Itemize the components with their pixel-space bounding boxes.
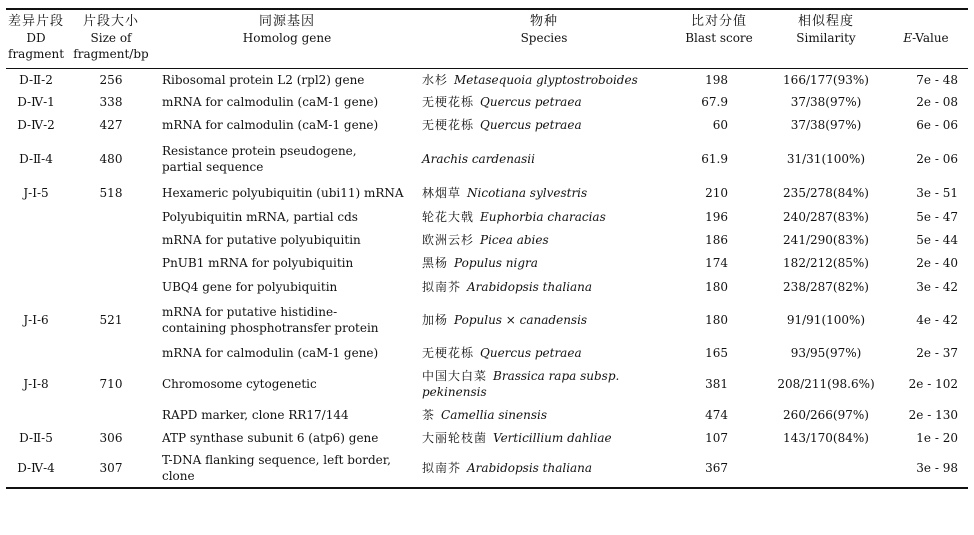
cell-species: Arachis cardenasii xyxy=(422,151,535,166)
cell-gene: mRNA for calmodulin (caM-1 gene) xyxy=(162,95,379,109)
cell-score: 180 xyxy=(705,312,728,327)
header-similarity: 相似程度 Similarity xyxy=(768,9,884,69)
table-row xyxy=(6,403,968,427)
cell-fragment: J-I-6 xyxy=(23,312,49,327)
cell-similarity: 93/95(97%) xyxy=(790,345,862,360)
cell-fragment: D-Ⅱ-5 xyxy=(19,431,53,445)
cell-gene: PnUB1 mRNA for polyubiquitin xyxy=(162,256,354,270)
cell-size xyxy=(66,252,156,275)
cell-species: 拟南芥 Arabidopsis thaliana xyxy=(422,279,593,294)
table-row xyxy=(6,229,968,252)
cell-size xyxy=(66,205,156,229)
cell-score: 180 xyxy=(705,279,728,294)
cell-size: 338 xyxy=(99,95,123,109)
cell-similarity: 37/38(97%) xyxy=(790,95,862,109)
cell-score: 60 xyxy=(712,118,728,132)
cell-species: 加杨 Populus × canadensis xyxy=(422,312,588,327)
header-species: 物种 Species xyxy=(418,9,670,69)
cell-score: 165 xyxy=(705,345,728,360)
cell-similarity: 143/170(84%) xyxy=(783,431,869,445)
cell-fragment: D-Ⅳ-1 xyxy=(17,95,55,109)
table-row xyxy=(6,137,968,181)
cell-evalue: 3e - 98 xyxy=(884,450,968,488)
table-body xyxy=(6,69,968,488)
cell-score: 107 xyxy=(705,431,728,445)
cell-gene: RAPD marker, clone RR17/144 xyxy=(162,407,349,422)
cell-similarity: 208/211(98.6%) xyxy=(777,376,875,391)
table-row xyxy=(6,365,968,403)
cell-size: 306 xyxy=(99,431,123,445)
header-row xyxy=(6,9,968,69)
cell-similarity: 240/287(83%) xyxy=(783,209,869,224)
cell-evalue: 2e - 08 xyxy=(916,95,958,109)
cell-evalue: 2e - 06 xyxy=(916,151,958,166)
cell-fragment xyxy=(6,252,66,275)
table-row xyxy=(6,341,968,365)
cell-size: 307 xyxy=(66,450,156,488)
cell-gene: mRNA for calmodulin (caM-1 gene) xyxy=(162,118,379,132)
cell-species: 无梗花栎 Quercus petraea xyxy=(422,345,582,360)
cell-fragment: D-Ⅳ-4 xyxy=(6,450,66,488)
cell-gene: T-DNA flanking sequence, left border, clone xyxy=(156,450,418,488)
cell-score: 67.9 xyxy=(701,95,728,109)
cell-evalue: 4e - 42 xyxy=(916,312,958,327)
cell-gene: mRNA for calmodulin (caM-1 gene) xyxy=(162,345,379,360)
cell-size xyxy=(66,403,156,427)
cell-evalue: 5e - 47 xyxy=(916,209,958,224)
cell-fragment xyxy=(6,341,66,365)
cell-similarity: 31/31(100%) xyxy=(786,151,866,166)
cell-score: 186 xyxy=(705,233,728,247)
cell-size: 521 xyxy=(99,312,123,327)
cell-size xyxy=(66,341,156,365)
header-score: 比对分值 Blast score xyxy=(670,9,768,69)
cell-size: 427 xyxy=(99,118,123,132)
cell-species: 无梗花栎 Quercus petraea xyxy=(422,95,582,109)
cell-similarity: 235/278(84%) xyxy=(783,185,869,200)
cell-species: 大丽轮枝菌 Verticillium dahliae xyxy=(422,431,612,445)
cell-fragment xyxy=(6,205,66,229)
cell-gene: Ribosomal protein L2 (rpl2) gene xyxy=(162,72,365,87)
cell-size xyxy=(66,229,156,252)
cell-species: 林烟草 Nicotiana sylvestris xyxy=(422,185,588,200)
header-size: 片段大小 Size of fragment/bp xyxy=(66,9,156,69)
cell-evalue: 5e - 44 xyxy=(916,233,958,247)
cell-similarity: 166/177(93%) xyxy=(783,72,869,87)
cell-gene: Resistance protein pseudogene, partial sequence xyxy=(162,143,357,174)
cell-evalue: 6e - 06 xyxy=(916,118,958,132)
cell-size: 480 xyxy=(99,151,123,166)
cell-score: 210 xyxy=(705,185,728,200)
cell-evalue: 3e - 42 xyxy=(916,279,958,294)
cell-fragment xyxy=(6,229,66,252)
cell-similarity xyxy=(768,450,884,488)
table-row xyxy=(6,252,968,275)
cell-evalue: 2e - 130 xyxy=(908,407,958,422)
cell-score: 174 xyxy=(705,256,728,270)
cell-evalue: 7e - 48 xyxy=(916,72,958,87)
cell-fragment: D-Ⅱ-4 xyxy=(19,151,53,166)
cell-score: 474 xyxy=(705,407,728,422)
cell-similarity: 182/212(85%) xyxy=(783,256,869,270)
cell-gene: Hexameric polyubiquitin (ubi11) mRNA xyxy=(162,185,404,200)
cell-score: 367 xyxy=(670,450,768,488)
cell-evalue: 1e - 20 xyxy=(916,431,958,445)
cell-similarity: 37/38(97%) xyxy=(790,118,862,132)
cell-fragment: D-Ⅱ-2 xyxy=(19,72,53,87)
cell-gene: Chromosome cytogenetic xyxy=(162,376,317,391)
cell-gene: mRNA for putative polyubiquitin xyxy=(162,233,361,247)
cell-gene: ATP synthase subunit 6 (atp6) gene xyxy=(162,431,379,445)
cell-gene: mRNA for putative histidine- containing phosphotransfer protein xyxy=(162,304,379,335)
cell-score: 381 xyxy=(705,376,728,391)
table-row xyxy=(6,91,968,114)
homology-table xyxy=(6,8,968,489)
header-gene: 同源基因 Homolog gene xyxy=(156,9,418,69)
cell-similarity: 241/290(83%) xyxy=(783,233,869,247)
table-row xyxy=(6,427,968,450)
cell-evalue: 3e - 51 xyxy=(916,185,958,200)
table-row xyxy=(6,205,968,229)
cell-size: 518 xyxy=(99,185,123,200)
cell-size: 710 xyxy=(99,376,123,391)
table-row xyxy=(6,69,968,91)
header-fragment: 差异片段 DD fragment xyxy=(6,9,66,69)
cell-size: 256 xyxy=(99,72,123,87)
cell-species: 轮花大戟 Euphorbia characias xyxy=(422,209,606,224)
cell-species: 茶 Camellia sinensis xyxy=(422,407,548,422)
cell-evalue: 2e - 40 xyxy=(916,256,958,270)
table-row xyxy=(6,299,968,341)
table-row xyxy=(6,275,968,299)
cell-fragment xyxy=(6,275,66,299)
cell-evalue: 2e - 37 xyxy=(916,345,958,360)
table-row xyxy=(6,114,968,137)
cell-species: 水杉 Metasequoia glyptostroboides xyxy=(422,72,638,87)
table-row xyxy=(6,450,968,488)
cell-species: 中国大白菜 Brassica rapa subsp. pekinensis xyxy=(422,368,620,399)
cell-score: 198 xyxy=(705,72,728,87)
cell-evalue: 2e - 102 xyxy=(908,376,958,391)
cell-gene: Polyubiquitin mRNA, partial cds xyxy=(162,209,358,224)
cell-fragment: J-I-5 xyxy=(23,185,49,200)
cell-fragment: J-I-8 xyxy=(23,376,49,391)
header-evalue: E-Value xyxy=(884,9,968,69)
cell-score: 196 xyxy=(705,209,728,224)
cell-similarity: 260/266(97%) xyxy=(783,407,869,422)
cell-similarity: 91/91(100%) xyxy=(786,312,866,327)
cell-size xyxy=(66,275,156,299)
cell-similarity: 238/287(82%) xyxy=(783,279,869,294)
cell-fragment xyxy=(6,403,66,427)
cell-gene: UBQ4 gene for polyubiquitin xyxy=(162,279,338,294)
cell-species: 拟南芥 Arabidopsis thaliana xyxy=(418,450,670,488)
cell-fragment: D-Ⅳ-2 xyxy=(17,118,55,132)
table-row xyxy=(6,181,968,205)
cell-species: 黑杨 Populus nigra xyxy=(422,256,538,270)
cell-species: 无梗花栎 Quercus petraea xyxy=(422,118,582,132)
cell-species: 欧洲云杉 Picea abies xyxy=(422,233,549,247)
cell-score: 61.9 xyxy=(701,151,728,166)
